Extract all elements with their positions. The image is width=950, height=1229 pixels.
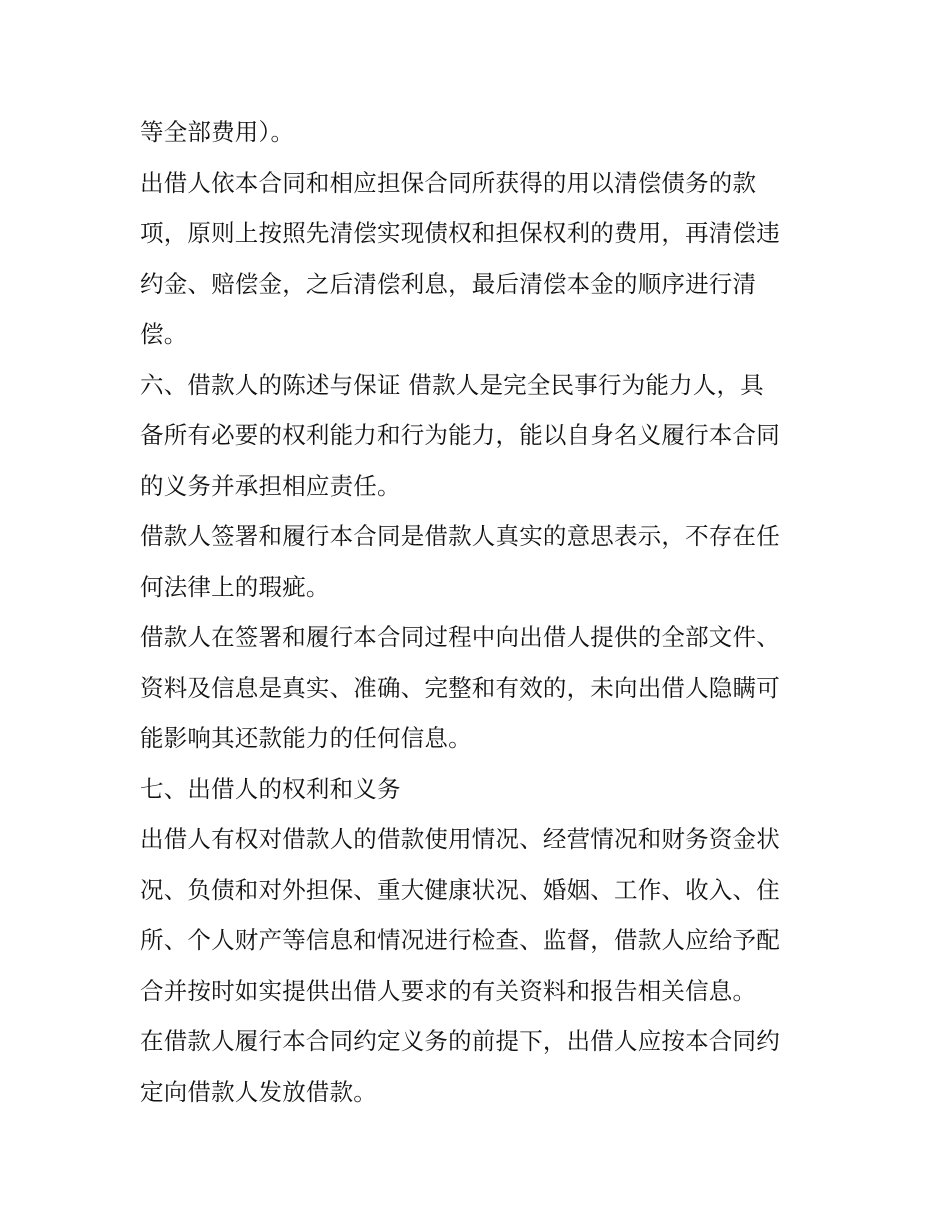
text-line: 合并按时如实提供出借人要求的有关资料和报告相关信息。 xyxy=(140,976,757,1005)
text-line: 等全部费用）。 xyxy=(140,118,295,146)
text-line: 出借人依本合同和相应担保合同所获得的用以清偿债务的款 xyxy=(140,168,757,197)
text-line: 定向借款人发放借款。 xyxy=(140,1077,377,1106)
text-line: 偿。 xyxy=(140,320,188,348)
text-line: 项，原则上按照先清偿实现债权和担保权利的费用，再清偿违 xyxy=(140,219,780,247)
text-line: 况、负债和对外担保、重大健康状况、婚姻、工作、收入、住 xyxy=(140,875,780,904)
text-line: 所、个人财产等信息和情况进行检查、监督，借款人应给予配 xyxy=(140,926,780,954)
text-line: 的义务并承担相应责任。 xyxy=(140,471,401,500)
text-line: 何法律上的瑕疵。 xyxy=(140,572,330,601)
text-line: 约金、赔偿金，之后清偿利息，最后清偿本金的顺序进行清 xyxy=(140,269,757,298)
section-heading-line: 六、借款人的陈述与保证 借款人是完全民事行为能力人，具 xyxy=(140,370,764,399)
text-line: 在借款人履行本合同约定义务的前提下，出借人应按本合同约 xyxy=(140,1027,780,1055)
text-line: 借款人在签署和履行本合同过程中向出借人提供的全部文件、 xyxy=(140,623,780,651)
text-line: 出借人有权对借款人的借款使用情况、经营情况和财务资金状 xyxy=(140,825,780,853)
text-line: 备所有必要的权利能力和行为能力，能以自身名义履行本合同 xyxy=(140,421,780,449)
text-line: 能影响其还款能力的任何信息。 xyxy=(140,724,472,752)
document-body xyxy=(140,107,820,1117)
text-line: 借款人签署和履行本合同是借款人真实的意思表示，不存在任 xyxy=(140,522,780,550)
section-heading: 七、出借人的权利和义务 xyxy=(140,774,401,803)
text-line: 资料及信息是真实、准确、完整和有效的，未向出借人隐瞒可 xyxy=(140,673,780,702)
